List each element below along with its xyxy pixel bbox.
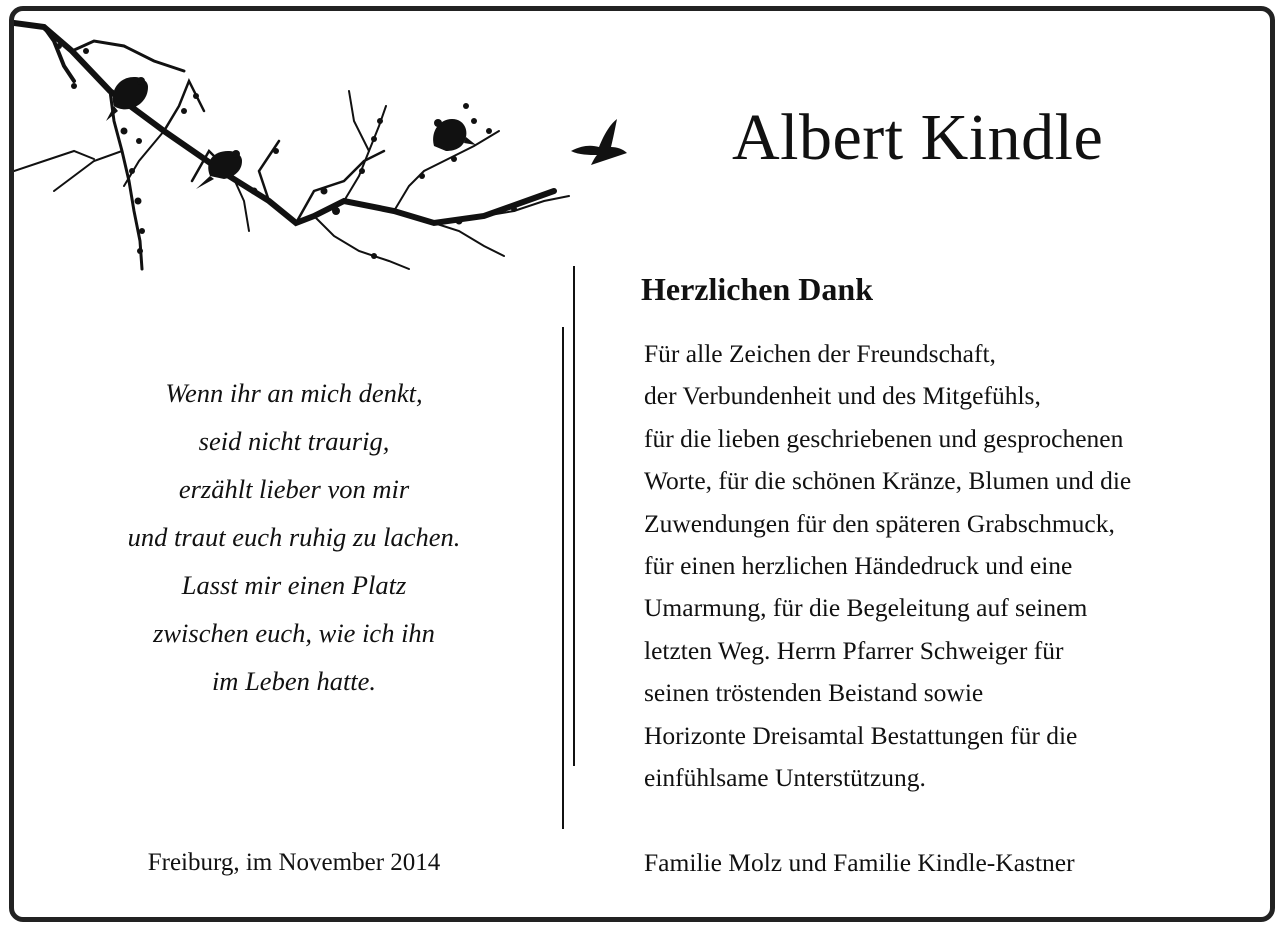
thanks-line: Horizonte Dreisamtal Bestattungen für die bbox=[644, 720, 1078, 750]
memorial-poem bbox=[54, 369, 534, 705]
thanks-line: Zuwendungen für den späteren Grabschmuck, bbox=[644, 508, 1115, 538]
place-and-date: Freiburg, im November 2014 bbox=[147, 849, 441, 876]
thanks-line: seinen tröstenden Beistand sowie bbox=[644, 678, 984, 708]
poem-line: und traut euch ruhig zu lachen. bbox=[127, 522, 461, 552]
thanks-line: für die lieben geschriebenen und gesprochenen bbox=[644, 423, 1124, 453]
poem-line: erzählt lieber von mir bbox=[178, 474, 410, 504]
thanks-line: Umarmung, für die Begeleitung auf seinem bbox=[644, 593, 1088, 623]
branch-with-birds-icon bbox=[14, 11, 574, 281]
poem-line: zwischen euch, wie ich ihn bbox=[153, 618, 435, 648]
thanks-line: einfühlsame Unterstützung. bbox=[644, 763, 926, 793]
divider-line bbox=[562, 327, 564, 829]
thanks-heading: Herzlichen Dank bbox=[641, 271, 873, 307]
thanks-line: Für alle Zeichen der Freundschaft, bbox=[644, 339, 996, 368]
poem-line: Lasst mir einen Platz bbox=[181, 570, 407, 600]
thanks-text bbox=[644, 333, 1244, 799]
thanks-line: letzten Weg. Herrn Pfarrer Schweiger für bbox=[644, 635, 1064, 665]
poem-line: seid nicht traurig, bbox=[198, 426, 390, 456]
deceased-name: Albert Kindle bbox=[732, 101, 1104, 174]
poem-line: im Leben hatte. bbox=[211, 666, 377, 696]
poem-line: Wenn ihr an mich denkt, bbox=[165, 378, 423, 408]
thanks-line: für einen herzlichen Händedruck und eine bbox=[644, 551, 1073, 581]
thanks-line: Worte, für die schönen Kränze, Blumen und die bbox=[644, 466, 1132, 496]
flying-bird-icon bbox=[569, 115, 631, 169]
thanks-line: der Verbundenheit und des Mitgefühls, bbox=[644, 381, 1041, 411]
obituary-notice bbox=[9, 6, 1275, 922]
family-signature: Familie Molz und Familie Kindle-Kastner bbox=[644, 848, 1075, 877]
divider-line bbox=[573, 266, 575, 766]
